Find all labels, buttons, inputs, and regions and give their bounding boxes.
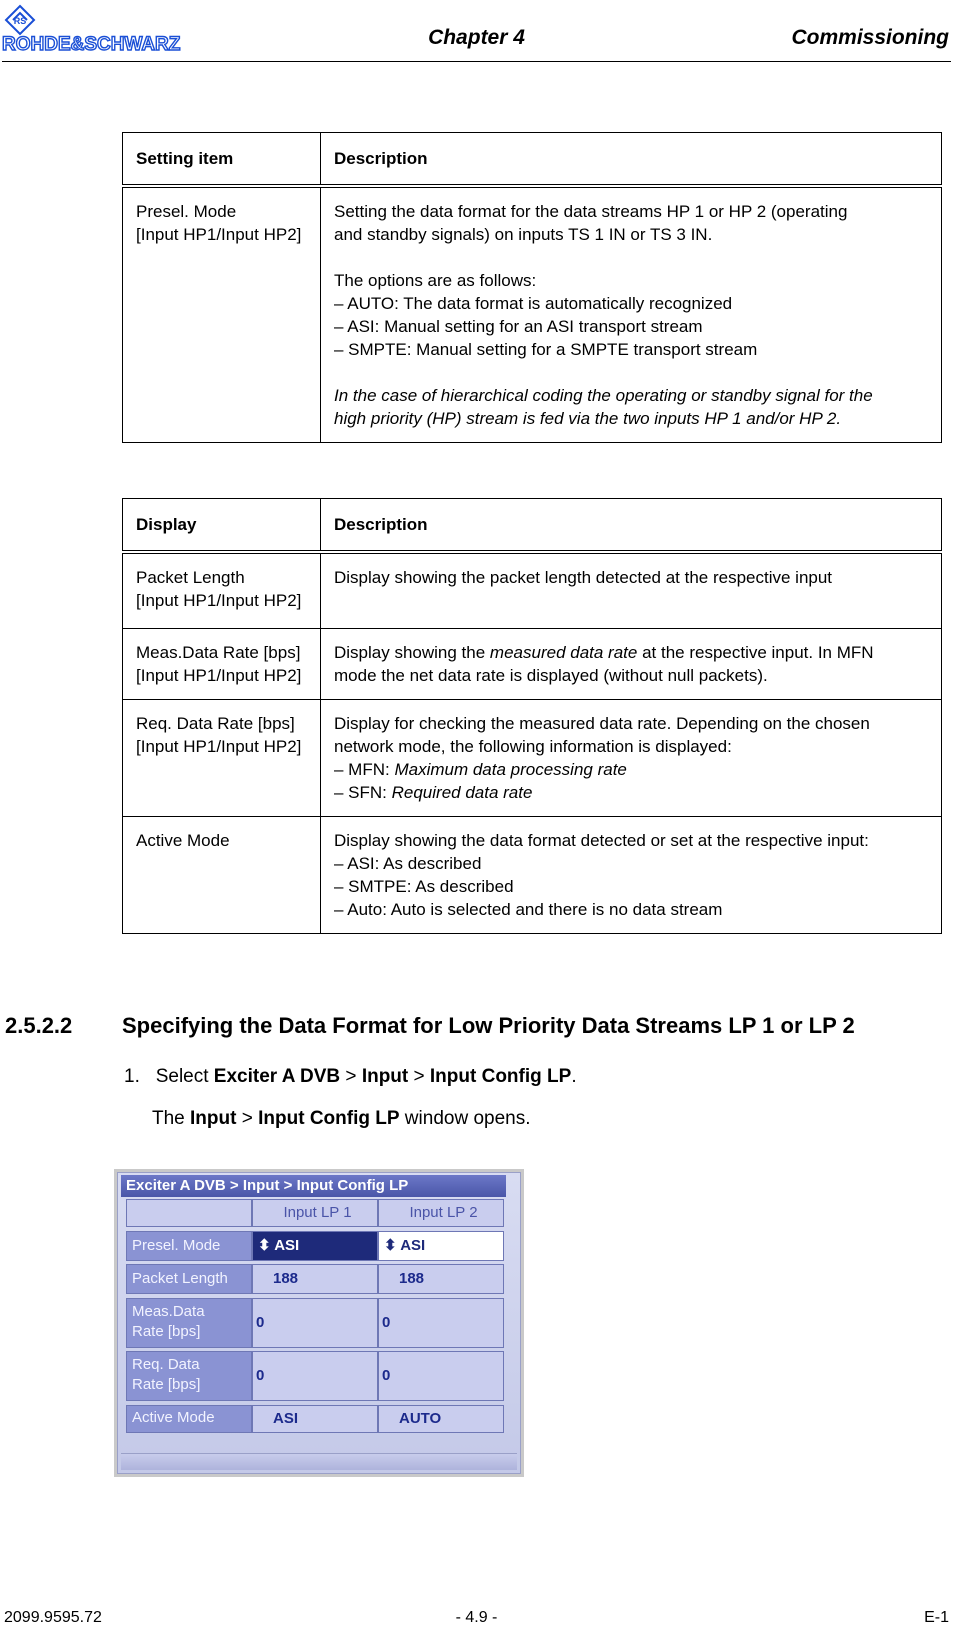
description-cell: Setting the data format for the data streams HP 1 or HP 2 (operating and standby signals) on inputs TS 1 IN or TS 3 IN. The options are as follows: – AUTO: The data format is automatically recognized – ASI: Manual setting for an ASI transport stream – SMPTE: Manual setting for a SMPTE transport stream In the case of hierarchical coding the operating or standby signal for the high priority (HP) stream is fed via the two inputs HP 1 and/or HP 2. (321, 186, 942, 443)
section-number: 2.5.2.2 (5, 1013, 73, 1038)
chapter-label: Chapter 4 (428, 26, 525, 49)
corner-cell (126, 1199, 252, 1227)
display-item-cell: Packet Length [Input HP1/Input HP2] (123, 552, 321, 629)
column-header: Display (123, 499, 321, 553)
description-cell: Display showing the measured data rate at the respective input. In MFN mode the net data rate is displayed (without null packets). (321, 629, 942, 700)
display-table (122, 498, 942, 934)
req-data-rate-label: Req. Data Rate [bps] (126, 1351, 252, 1401)
brand-name: ROHDE&SCHWARZ (2, 34, 181, 54)
header-section-title: Commissioning (791, 26, 949, 49)
presel-mode-lp1-select[interactable]: ⬍ ASI (252, 1231, 378, 1261)
description-cell: Display showing the data format detected or set at the respective input: – ASI: As described – SMTPE: As described – Auto: Auto is selected and there is no data stream (321, 817, 942, 934)
column-header: Description (321, 499, 942, 553)
display-item-cell: Meas.Data Rate [bps] [Input HP1/Input HP2] (123, 629, 321, 700)
packet-length-lp1-value: 188 (252, 1264, 378, 1294)
column-header: Description (321, 133, 942, 187)
column-header-lp1: Input LP 1 (252, 1199, 378, 1227)
req-data-rate-lp2-value: 0 (378, 1351, 504, 1401)
window-title: Exciter A DVB > Input > Input Config LP (121, 1175, 506, 1197)
column-header-lp2: Input LP 2 (378, 1199, 504, 1227)
header-rule (2, 61, 951, 62)
req-data-rate-lp1-value: 0 (252, 1351, 378, 1401)
section-title: Specifying the Data Format for Low Priority Data Streams LP 1 or LP 2 (122, 1013, 855, 1038)
meas-data-rate-lp2-value: 0 (378, 1298, 504, 1348)
setting-item-cell: Presel. Mode [Input HP1/Input HP2] (123, 186, 321, 443)
packet-length-label: Packet Length (126, 1264, 252, 1294)
meas-data-rate-lp1-value: 0 (252, 1298, 378, 1348)
settings-table (122, 132, 942, 443)
description-cell: Display showing the packet length detected at the respective input (321, 552, 942, 629)
window-bottom-bar (121, 1453, 517, 1470)
svg-text:RS: RS (13, 16, 27, 26)
note: In the case of hierarchical coding the operating or standby signal for the (334, 386, 873, 405)
table-row (123, 629, 942, 700)
table-row (123, 817, 942, 934)
note: high priority (HP) stream is fed via the two inputs HP 1 and/or HP 2. (334, 409, 842, 428)
presel-mode-lp2-select[interactable]: ⬍ ASI (378, 1231, 504, 1261)
active-mode-lp1-value: ASI (252, 1405, 378, 1433)
presel-mode-label: Presel. Mode (126, 1231, 252, 1261)
step-instruction: 1. Select Exciter A DVB > Input > Input Config LP. (124, 1066, 577, 1087)
description-cell: Display for checking the measured data rate. Depending on the chosen network mode, the following information is displayed: – MFN: Maximum data processing rate – SFN: Required data rate (321, 700, 942, 817)
table-row (123, 700, 942, 817)
column-header: Setting item (123, 133, 321, 187)
up-down-icon: ⬍ (384, 1237, 397, 1254)
meas-data-rate-label: Meas.Data Rate [bps] (126, 1298, 252, 1348)
document-number: 2099.9595.72 (4, 1609, 102, 1626)
active-mode-lp2-value: AUTO (378, 1405, 504, 1433)
table-row (123, 552, 942, 629)
page-number: - 4.9 - (455, 1609, 498, 1626)
edition: E-1 (924, 1609, 949, 1626)
table-header-row (123, 133, 942, 187)
table-header-row (123, 499, 942, 553)
active-mode-label: Active Mode (126, 1405, 252, 1433)
table-row (123, 186, 942, 443)
display-item-cell: Req. Data Rate [bps] [Input HP1/Input HP2] (123, 700, 321, 817)
input-config-lp-window (114, 1169, 524, 1477)
display-item-cell: Active Mode (123, 817, 321, 934)
packet-length-lp2-value: 188 (378, 1264, 504, 1294)
step-result: The Input > Input Config LP window opens. (152, 1108, 531, 1129)
up-down-icon: ⬍ (258, 1237, 271, 1254)
